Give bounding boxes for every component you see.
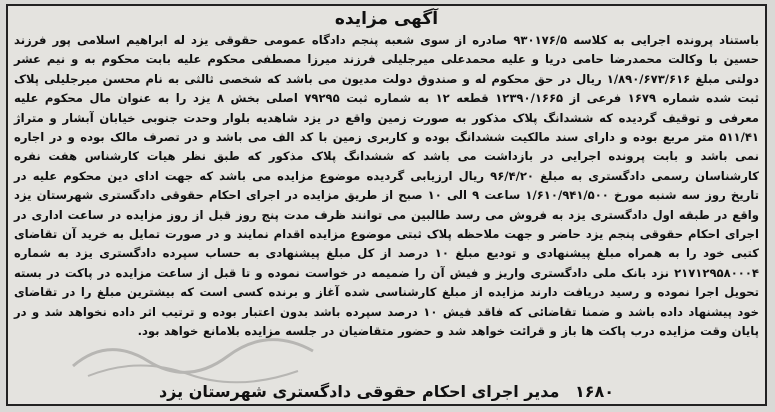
notice-body: باستناد پرونده اجرایی به کلاسه ۹۳۰۱۷۶/۵ صادره از سوی شعبه پنجم دادگاه عمومی حقوقی یزد له ابراهیم اسلامی پور فرزند حسین با وکالت محمدرضا حامی دریا و علیه محمدعلی میرجلیلی فرزند میرزا مصطفی محکوم علیه بابت محکوم به و نیم عشر دولتی مبلغ ۱/۸۹۰/۶۷۳/۶۱۶ ریال در حق محکوم له و صندوق دولت مدیون می باشد که شخصی ثالثی به نام محسن میرجلیلی پلاک ثبت شده شماره ۱۶۷۹ فرعی از ۱۲۳۹۰/۱۶۶۵ قطعه ۱۲ به شماره ثبت ۷۹۲۹۵ اصلی بخش ۸ یزد را به عنوان مال محکوم علیه معرفی و توقیف گردیده که ششدانگ پلاک مذکور به صورت زمین واقع در یزد شاهدیه بلوار وحدت جنوبی خیابان آبشار و متراژ ۵۱۱/۴۱ متر مربع بوده و دارای سند مالکیت ششدانگ بوده و کاربری زمین با کد الف می باشد و در تصرف مالک بوده و در اجاره نمی باشد و بابت پرونده اجرایی در بازداشت می باشد که ششدانگ پلاک مذکور که طبق نظر هیات کارشناس هفت نفره کارشناسان رسمی دادگستری به مبلغ ۹۶/۴/۲۰ ریال ارزیابی گردیده موضوع مزایده می باشد که جهت ادای دین محکوم علیه در تاریخ روز سه شنبه مورخ ۱/۶۱۰/۹۴۱/۵۰۰ ساعت ۹ الی ۱۰ صبح از طریق مزایده در اجرای احکام حقوقی دادگستری شهرستان یزد واقع در طبقه اول دادگستری یزد به فروش می رسد طالبین می توانند ظرف مدت پنج روز قبل از روز مزایده در ساعت اداری در اجرای احکام حقوقی پنجم یزد حاضر و جهت ملاحظه پلاک ثبتی موضوع مزایده اقدام نمایند و در صورت تمایل به خرید آن تقاضای کتبی خود را به همراه مبلغ پیشنهادی و تودیع مبلغ ۱۰ درصد از کل مبلغ پیشنهادی به حساب سپرده دادگستری یزد به شماره ۲۱۷۱۲۹۵۸۰۰۰۴ نزد بانک ملی دادگستری واریز و فیش آن را ضمیمه در خواست نموده و تا قبل از ساعت مزایده در پاکت در بسته تحویل اجرا نموده و رسید دریافت دارند مزایده از مبلغ کارشناسی شده آغاز و برنده کسی است که بیشترین مبلغ را در تقاضای خود پیشنهاد داده باشد و ضمنا تقاضائی که فاقد فیش ۱۰ درصد سپرده باشد بدون اعتبار بوده و ترتیب اثر داده نخواهد شد و در پایان وقت مزایده درب پاکت ها باز و قرائت خواهد شد و حضور متقاضیان در جلسه مزایده بلامانع خواهد بود. bbox=[14, 33, 760, 339]
footer-code: ۱۶۸۰ bbox=[574, 382, 615, 401]
notice-footer bbox=[8, 381, 765, 403]
auction-notice bbox=[6, 4, 767, 406]
footer-signature: مدیر اجرای احکام حقوقی دادگستری شهرستان یزد bbox=[158, 382, 560, 401]
notice-title: آگهی مزایده bbox=[334, 9, 439, 29]
